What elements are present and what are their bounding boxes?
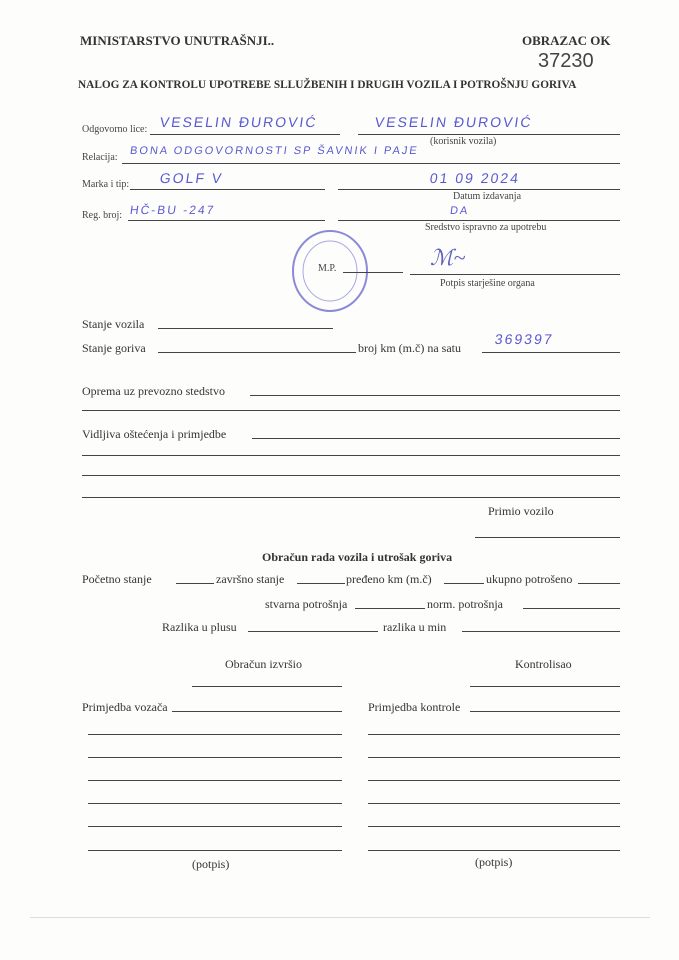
zavrsno-label: završno stanje [216, 572, 285, 586]
odgovorno-label: Odgovorno lice: [82, 124, 148, 135]
predjeno-label: pređeno km (m.č) [346, 572, 432, 586]
kontrolisao-label: Kontrolisao [515, 657, 572, 671]
primjedba-vozaca-label: Primjedba vozača [82, 700, 168, 714]
form-title: NALOG ZA KONTROLU UPOTREBE SLLUŽBENIH I DRUGIH VOZILA I POTROŠNJU GORIVA [78, 79, 577, 91]
form-number: 37230 [538, 50, 594, 72]
potpis-kontrole-label: (potpis) [475, 855, 513, 869]
relacija-label: Relacija: [82, 152, 118, 163]
reg-label: Reg. broj: [82, 210, 122, 221]
sredstvo-value: DA [449, 205, 471, 217]
km-value: 369397 [493, 331, 555, 347]
korisnik-label: (korisnik vozila) [430, 136, 497, 147]
stanje-vozila-label: Stanje vozila [82, 317, 145, 331]
mp-label: M.P. [318, 263, 337, 274]
odgovorno-value: VESELIN ĐUROVIĆ [158, 114, 319, 130]
min-label: razlika u min [383, 620, 447, 634]
form-code: OBRAZAC OK [522, 33, 611, 48]
sredstvo-label: Sredstvo ispravno za upotrebu [425, 222, 547, 233]
ukupno-label: ukupno potrošeno [486, 572, 573, 586]
korisnik-value: VESELIN ĐUROVIĆ [373, 114, 534, 130]
primjedba-kontrole-label: Primjedba kontrole [368, 700, 461, 714]
calc-title: Obračun rada vozila i utrošak goriva [262, 550, 453, 564]
ostecenja-label: Vidljiva oštećenja i primjedbe [82, 427, 227, 441]
datum-value: 01 09 2024 [428, 170, 522, 186]
oprema-label: Oprema uz prevozno stedstvo [82, 384, 225, 398]
primio-label: Primio vozilo [488, 504, 554, 518]
datum-label: Datum izdavanja [453, 191, 522, 202]
izvrsio-label: Obračun izvršio [225, 657, 302, 671]
marka-value: GOLF V [158, 170, 225, 186]
stanje-goriva-label: Stanje goriva [82, 341, 146, 355]
norm-label: norm. potrošnja [427, 597, 503, 611]
potpis-starjesine-label: Potpis starješine organa [440, 278, 535, 289]
potpis-vozaca-label: (potpis) [192, 857, 230, 871]
reg-value: HČ-BU -247 [129, 203, 217, 217]
ministry-heading: MINISTARSTVO UNUTRAŠNJI.. [80, 33, 275, 48]
plus-label: Razlika u plusu [162, 620, 237, 634]
signature: ℳ~ [430, 245, 466, 270]
km-label: broj km (m.č) na satu [358, 341, 461, 355]
stvarna-label: stvarna potrošnja [265, 597, 348, 611]
marka-label: Marka i tip: [82, 179, 130, 190]
pocetno-label: Početno stanje [82, 572, 152, 586]
relacija-value: BONA ODGOVORNOSTI SP ŠAVNIK I PAJE [129, 145, 420, 157]
